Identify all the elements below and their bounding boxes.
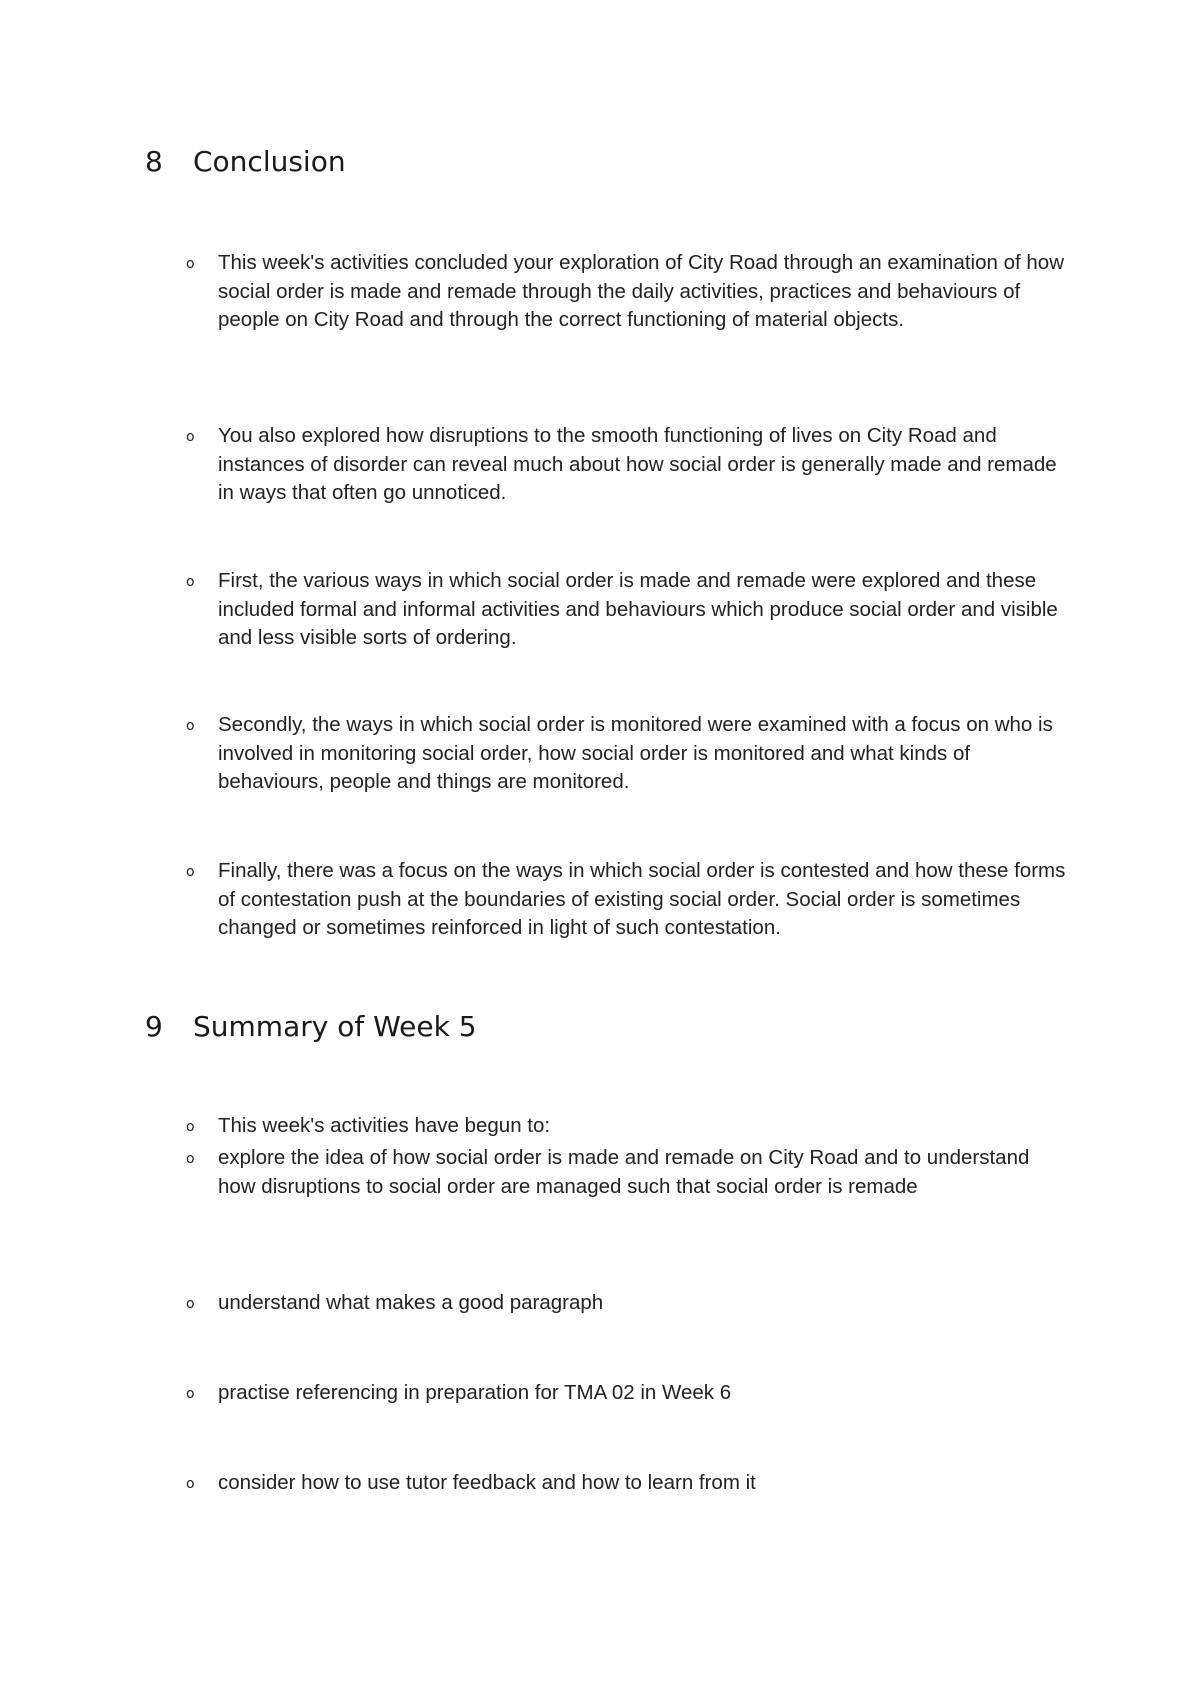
list-item: [186, 857, 1066, 943]
list-item-text: First, the various ways in which social order is made and remade were explored and these included formal and informal activities and behaviours which produce social order and visible and less visible sorts of ordering.: [218, 569, 1058, 649]
bullet-marker: o: [186, 864, 195, 880]
list-item: [186, 1289, 1066, 1318]
list-item: [186, 1379, 1066, 1408]
bullet-marker: o: [186, 1119, 195, 1135]
bullet-marker: o: [186, 256, 195, 272]
section-title: Summary of Week 5: [193, 1010, 477, 1043]
list-item-text: This week's activities concluded your exploration of City Road through an examination of how social order is made and remade through the daily activities, practices and behaviours of people on City Road and through the correct functioning of material objects.: [218, 251, 1065, 331]
list-item-text: Secondly, the ways in which social order is monitored were examined with a focus on who is involved in monitoring social order, how social order is monitored and what kinds of behaviours, people and things are monitored.: [218, 713, 1053, 793]
list-item: [186, 249, 1066, 335]
section-number: 9: [145, 1010, 163, 1043]
list-item-text: This week's activities have begun to:: [218, 1114, 551, 1137]
list-item-text: explore the idea of how social order is made and remade on City Road and to understand how disruptions to social order are managed such that social order is remade: [218, 1146, 1030, 1198]
section-heading-summary: [145, 1010, 477, 1043]
section-title: Conclusion: [193, 145, 346, 178]
list-item: [186, 1469, 1066, 1498]
list-item-text: practise referencing in preparation for TMA 02 in Week 6: [218, 1381, 732, 1404]
list-item: [186, 711, 1066, 797]
list-item: [186, 567, 1066, 653]
list-item-text: understand what makes a good paragraph: [218, 1291, 604, 1314]
list-item: [186, 1144, 1066, 1201]
bullet-marker: o: [186, 1476, 195, 1492]
bullet-marker: o: [186, 1386, 195, 1402]
list-item: [186, 1112, 1066, 1141]
list-item-text: consider how to use tutor feedback and how to learn from it: [218, 1471, 756, 1494]
list-item-text: Finally, there was a focus on the ways in which social order is contested and how these forms of contestation push at the boundaries of existing social order. Social order is sometimes changed or sometimes reinforced in light of such contestation.: [218, 859, 1066, 939]
bullet-marker: o: [186, 718, 195, 734]
list-item: [186, 422, 1066, 508]
bullet-marker: o: [186, 1151, 195, 1167]
bullet-marker: o: [186, 1296, 195, 1312]
section-heading-conclusion: [145, 145, 346, 178]
bullet-marker: o: [186, 429, 195, 445]
list-item-text: You also explored how disruptions to the smooth functioning of lives on City Road and instances of disorder can reveal much about how social order is generally made and remade in ways that often go unnoticed.: [218, 424, 1057, 504]
section-number: 8: [145, 145, 163, 178]
bullet-marker: o: [186, 574, 195, 590]
